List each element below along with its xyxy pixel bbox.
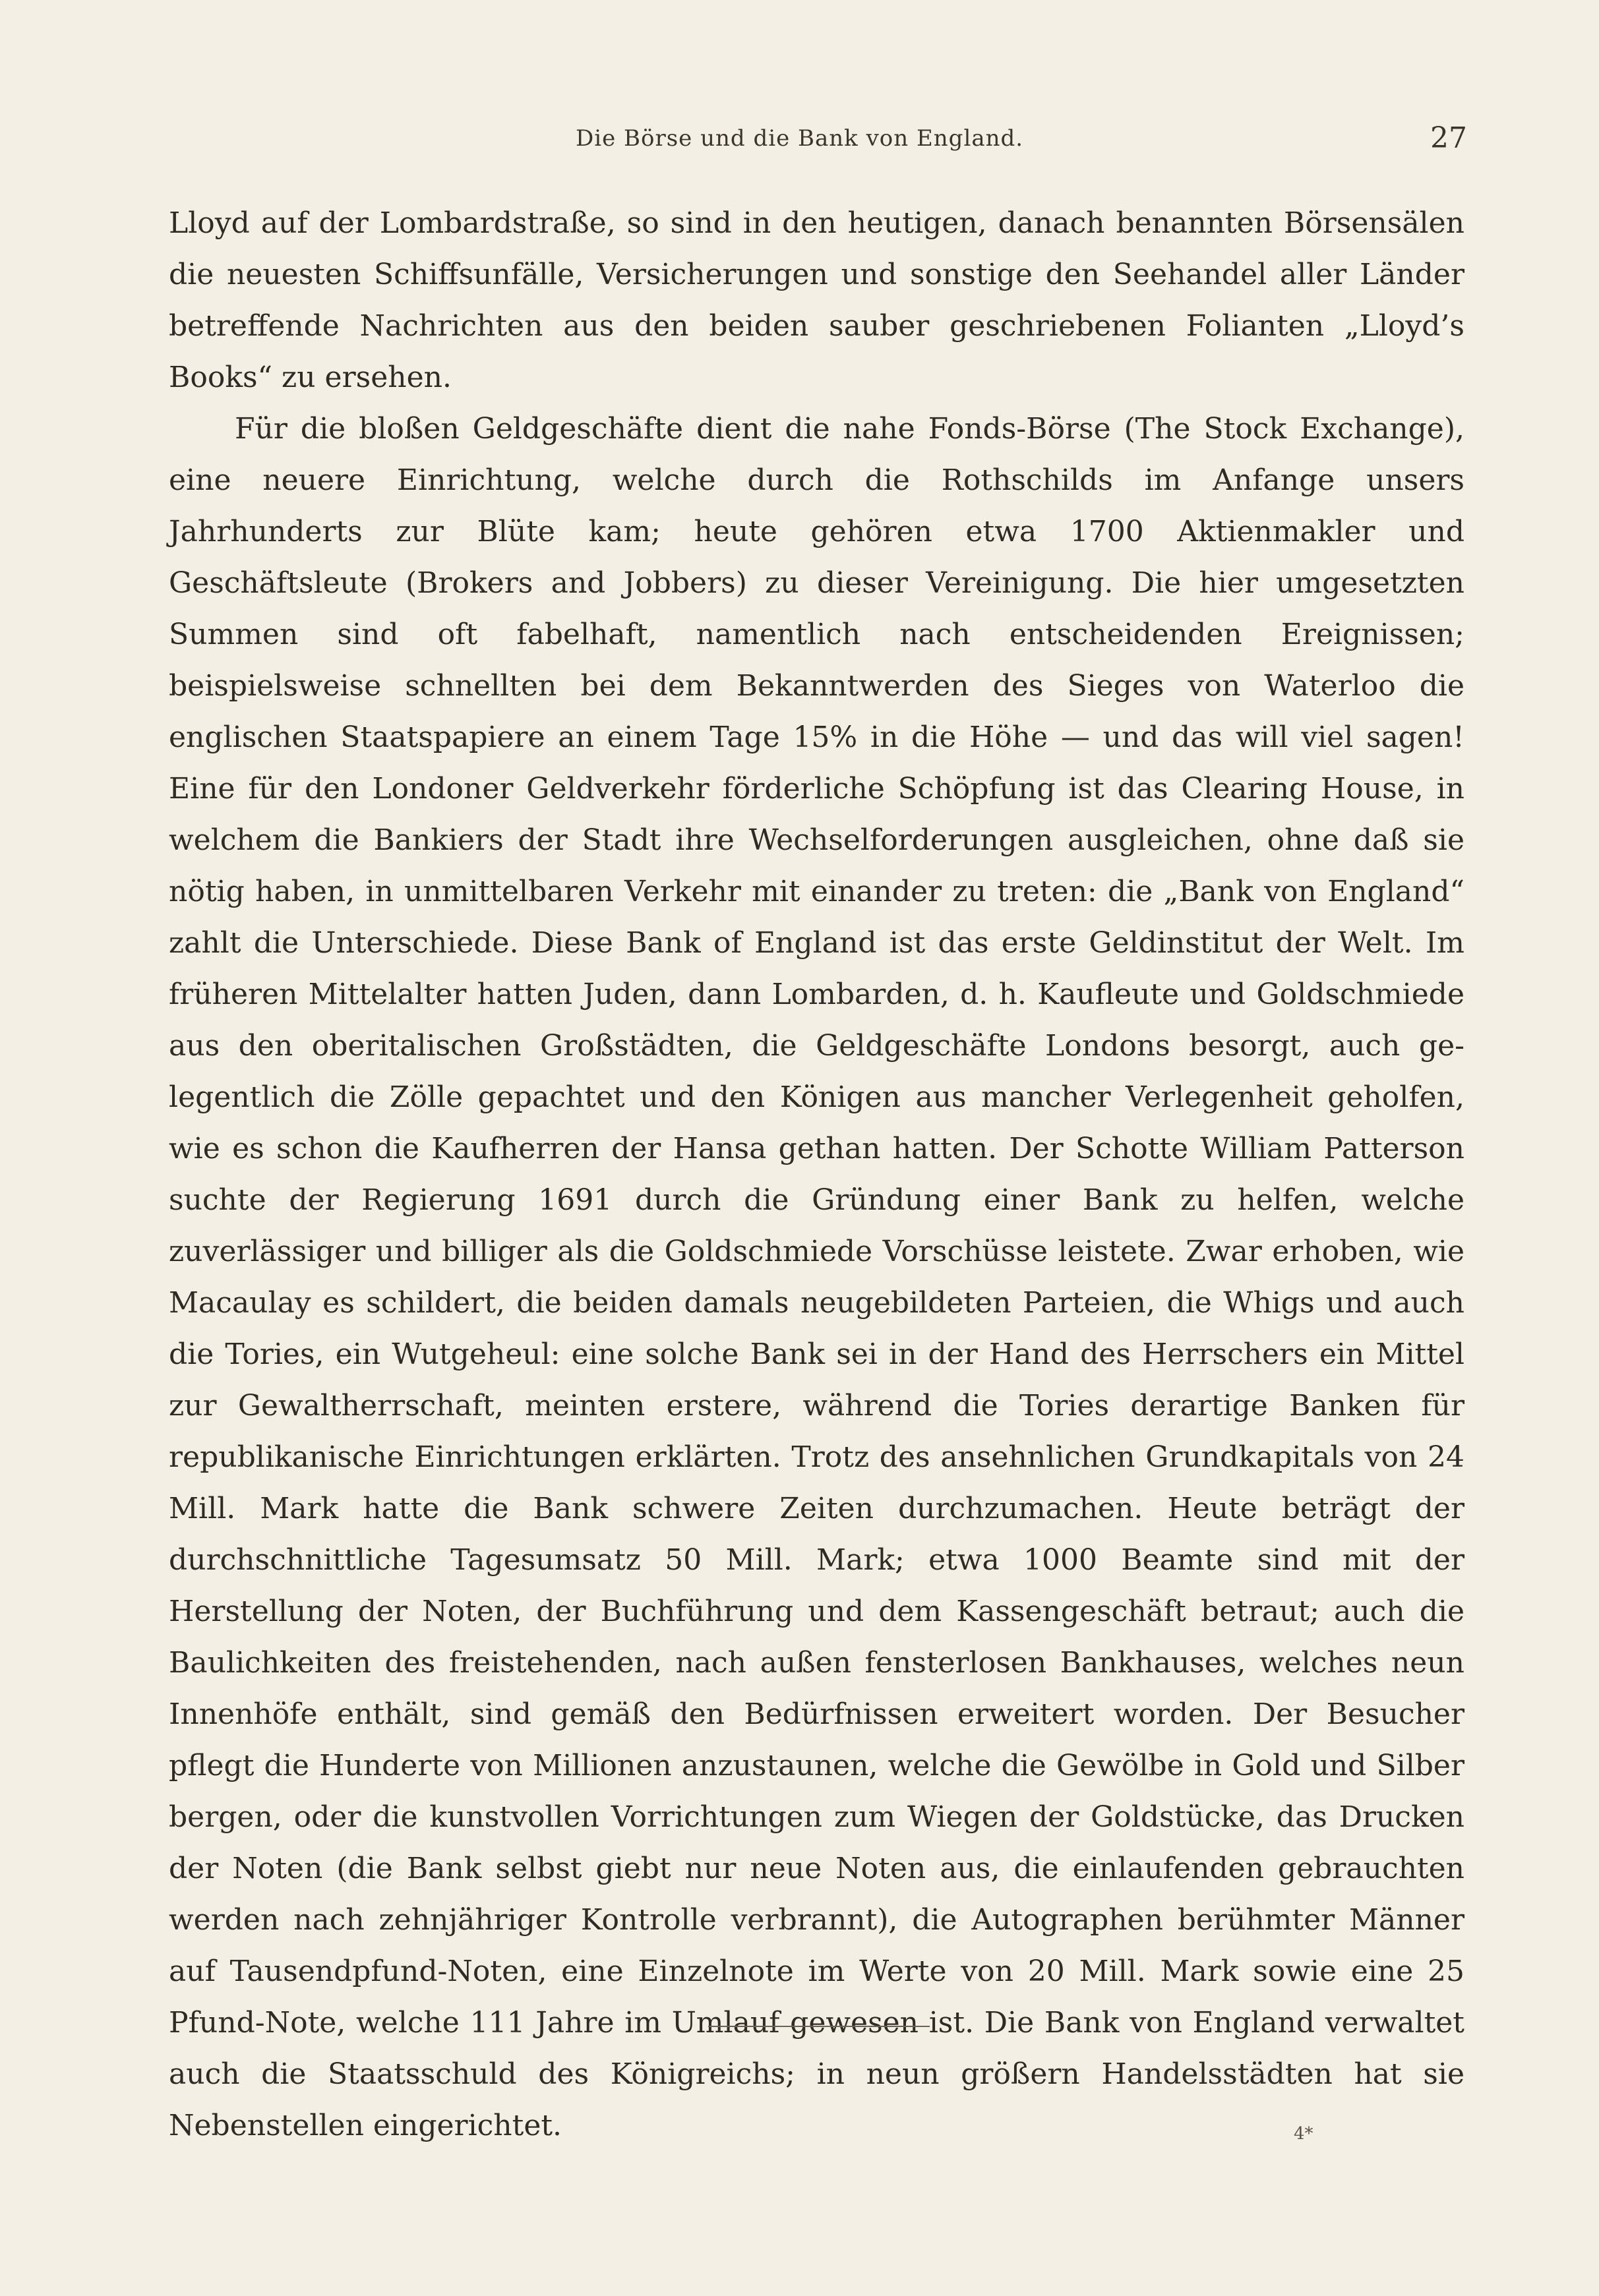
section-end-rule bbox=[708, 2026, 930, 2027]
page-number: 27 bbox=[1430, 121, 1467, 155]
paragraph-2: Für die bloßen Geldgeschäfte dient die nahe Fonds-Börse (The Stock Exchange), eine neuere Einrichtung, welche durch die Rothschilds im Anfange unsers Jahrhunderts zur Blüte kam; heute gehören etwa 1700 Aktienmakler und Geschäftsleute (Brokers and Jobbers) zu dieser Vereinigung. Die hier umgesetzten Summen sind oft fabelhaft, namentlich nach entscheidenden Ereignissen; beispielsweise schnellten bei dem Bekanntwerden des Sieges von Waterloo die englischen Staatspapiere an einem Tage 15% in die Höhe — und das will viel sagen! Eine für den Londoner Geldverkehr förderliche Schöpfung ist das Clearing House, in welchem die Bankiers der Stadt ihre Wechselforderungen ausgleichen, ohne daß sie nötig haben, in unmittelbaren Verkehr mit einander zu treten: die „Bank von England“ zahlt die Unterschiede. Diese Bank of England ist das erste Geldinstitut der Welt. Im früheren Mittelalter hatten Juden, dann Lombarden, d. h. Kaufleute und Goldschmiede aus den oberitalischen Großstädten, die Geldgeschäfte Londons besorgt, auch gelegentlich die Zölle gepachtet und den Königen aus mancher Verlegenheit geholfen, wie es schon die Kaufherren der Hansa gethan hatten. Der Schotte William Patterson suchte der Regierung 1691 durch die Gründung einer Bank zu helfen, welche zuverlässiger und billiger als die Goldschmiede Vorschüsse leistete. Zwar erhoben, wie Macaulay es schildert, die beiden damals neugebildeten Parteien, die Whigs und auch die Tories, ein Wutgeheul: eine solche Bank sei in der Hand des Herrschers ein Mittel zur Gewaltherrschaft, meinten erstere, während die Tories derartige Banken für republikanische Einrichtungen erklärten. Trotz des ansehnlichen Grundkapitals von 24 Mill. Mark hatte die Bank schwere Zeiten durchzumachen. Heute beträgt der durchschnittliche Tagesumsatz 50 Mill. Mark; etwa 1000 Beamte sind mit der Herstellung der Noten, der Buchführung und dem Kassengeschäft betraut; auch die Baulichkeiten des freistehenden, nach außen fensterlosen Bankhauses, welches neun Innenhöfe enthält, sind gemäß den Bedürfnissen erweitert worden. Der Besucher pflegt die Hunderte von Millionen anzustaunen, welche die Gewölbe in Gold und Silber bergen, oder die kunstvollen Vorrichtungen zum Wiegen der Goldstücke, das Drucken der Noten (die Bank selbst giebt nur neue Noten aus, die einlaufenden gebrauchten werden nach zehnjähriger Kontrolle verbrannt), die Autographen berühmter Männer auf Tausendpfund-Noten, eine Einzelnote im Werte von 20 Mill. Mark sowie eine 25 Pfund-Note, welche 111 Jahre im Umlauf gewesen ist. Die Bank von England verwaltet auch die Staatsschuld des Königreichs; in neun größern Handelsstädten hat sie Nebenstellen eingerichtet. bbox=[169, 412, 1464, 2142]
running-head bbox=[0, 121, 1599, 165]
body-text bbox=[169, 198, 1464, 2152]
running-title: Die Börse und die Bank von England. bbox=[575, 125, 1024, 152]
printer-signature-mark: 4* bbox=[1294, 2124, 1313, 2144]
paragraph-1: Lloyd auf der Lombardstraße, so sind in den heutigen, danach benannten Börsensälen die neuesten Schiffsunfälle, Versicherungen und sonstige den Seehandel aller Länder betreffende Nachrichten aus den beiden sauber geschriebenen Folianten „Lloyd’s Books“ zu ersehen. bbox=[169, 206, 1464, 394]
